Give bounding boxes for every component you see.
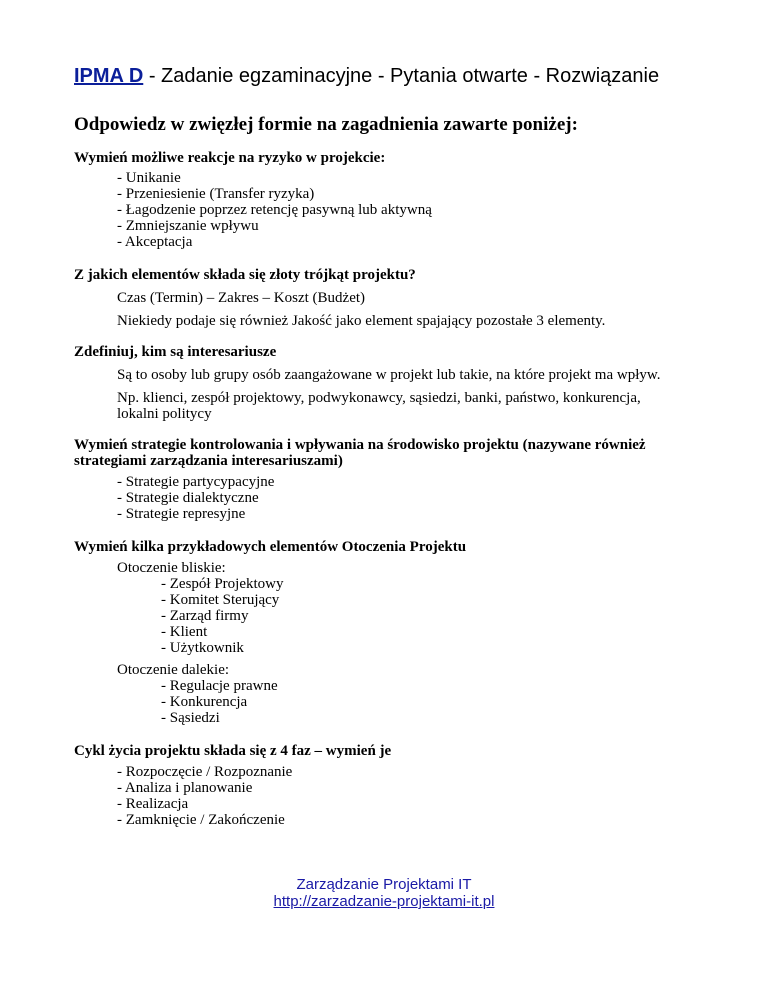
list-item: - Użytkownik xyxy=(161,640,244,656)
question-project-lifecycle: Cykl życia projektu składa się z 4 faz – wymień je xyxy=(74,743,392,759)
list-item: - Komitet Sterujący xyxy=(161,592,280,608)
list-item: - Konkurencja xyxy=(161,694,248,710)
question-stakeholders: Zdefiniuj, kim są interesariusze xyxy=(74,344,277,360)
near-environment-label: Otoczenie bliskie: xyxy=(117,560,226,576)
document-title-text: - Zadanie egzaminacyjne - Pytania otwarte - Rozwiązanie xyxy=(143,65,660,87)
list-item: - Strategie represyjne xyxy=(117,506,246,522)
list-item: - Strategie partycypacyjne xyxy=(117,474,275,490)
footer-link-container xyxy=(0,893,768,910)
list-item: - Regulacje prawne xyxy=(161,678,278,694)
list-item: - Klient xyxy=(161,624,208,640)
list-item: - Zespół Projektowy xyxy=(161,576,284,592)
list-item: - Rozpoczęcie / Rozpoznanie xyxy=(117,764,293,780)
list-item: - Łagodzenie poprzez retencję pasywną lub aktywną xyxy=(117,202,432,218)
document-title xyxy=(74,65,659,88)
footer-site-name: Zarządzanie Projektami IT xyxy=(296,876,472,893)
answer-line: Są to osoby lub grupy osób zaangażowane w projekt lub takie, na które projekt ma wpływ. xyxy=(117,367,661,383)
question-project-environment: Wymień kilka przykładowych elementów Otoczenia Projektu xyxy=(74,539,467,555)
list-item: - Sąsiedzi xyxy=(161,710,220,726)
list-item: - Zamknięcie / Zakończenie xyxy=(117,812,285,828)
list-item: - Unikanie xyxy=(117,170,181,186)
answer-line: Niekiedy podaje się również Jakość jako element spajający pozostałe 3 elementy. xyxy=(117,313,606,329)
answer-line: Czas (Termin) – Zakres – Koszt (Budżet) xyxy=(117,290,366,306)
list-item: - Przeniesienie (Transfer ryzyka) xyxy=(117,186,315,202)
list-item: - Zmniejszanie wpływu xyxy=(117,218,259,234)
answer-line: Np. klienci, zespół projektowy, podwykonawcy, sąsiedzi, banki, państwo, konkurencja, xyxy=(117,390,641,406)
list-item: - Strategie dialektyczne xyxy=(117,490,259,506)
list-item: - Realizacja xyxy=(117,796,189,812)
far-environment-label: Otoczenie dalekie: xyxy=(117,662,230,678)
instruction-heading: Odpowiedz w zwięzłej formie na zagadnienia zawarte poniżej: xyxy=(74,114,578,135)
question-strategies-line2: strategiami zarządzania interesariuszami) xyxy=(74,453,343,469)
question-golden-triangle: Z jakich elementów składa się złoty trójkąt projektu? xyxy=(74,267,416,283)
list-item: - Analiza i planowanie xyxy=(117,780,253,796)
question-strategies-line1: Wymień strategie kontrolowania i wpływania na środowisko projektu (nazywane również xyxy=(74,437,646,453)
question-risk-responses: Wymień możliwe reakcje na ryzyko w projekcie: xyxy=(74,150,386,166)
answer-line: lokalni politycy xyxy=(117,406,212,422)
ipma-d-link[interactable]: IPMA D xyxy=(74,65,144,87)
list-item: - Akceptacja xyxy=(117,234,193,250)
list-item: - Zarząd firmy xyxy=(161,608,249,624)
footer-url-link[interactable]: http://zarzadzanie-projektami-it.pl xyxy=(273,893,495,910)
